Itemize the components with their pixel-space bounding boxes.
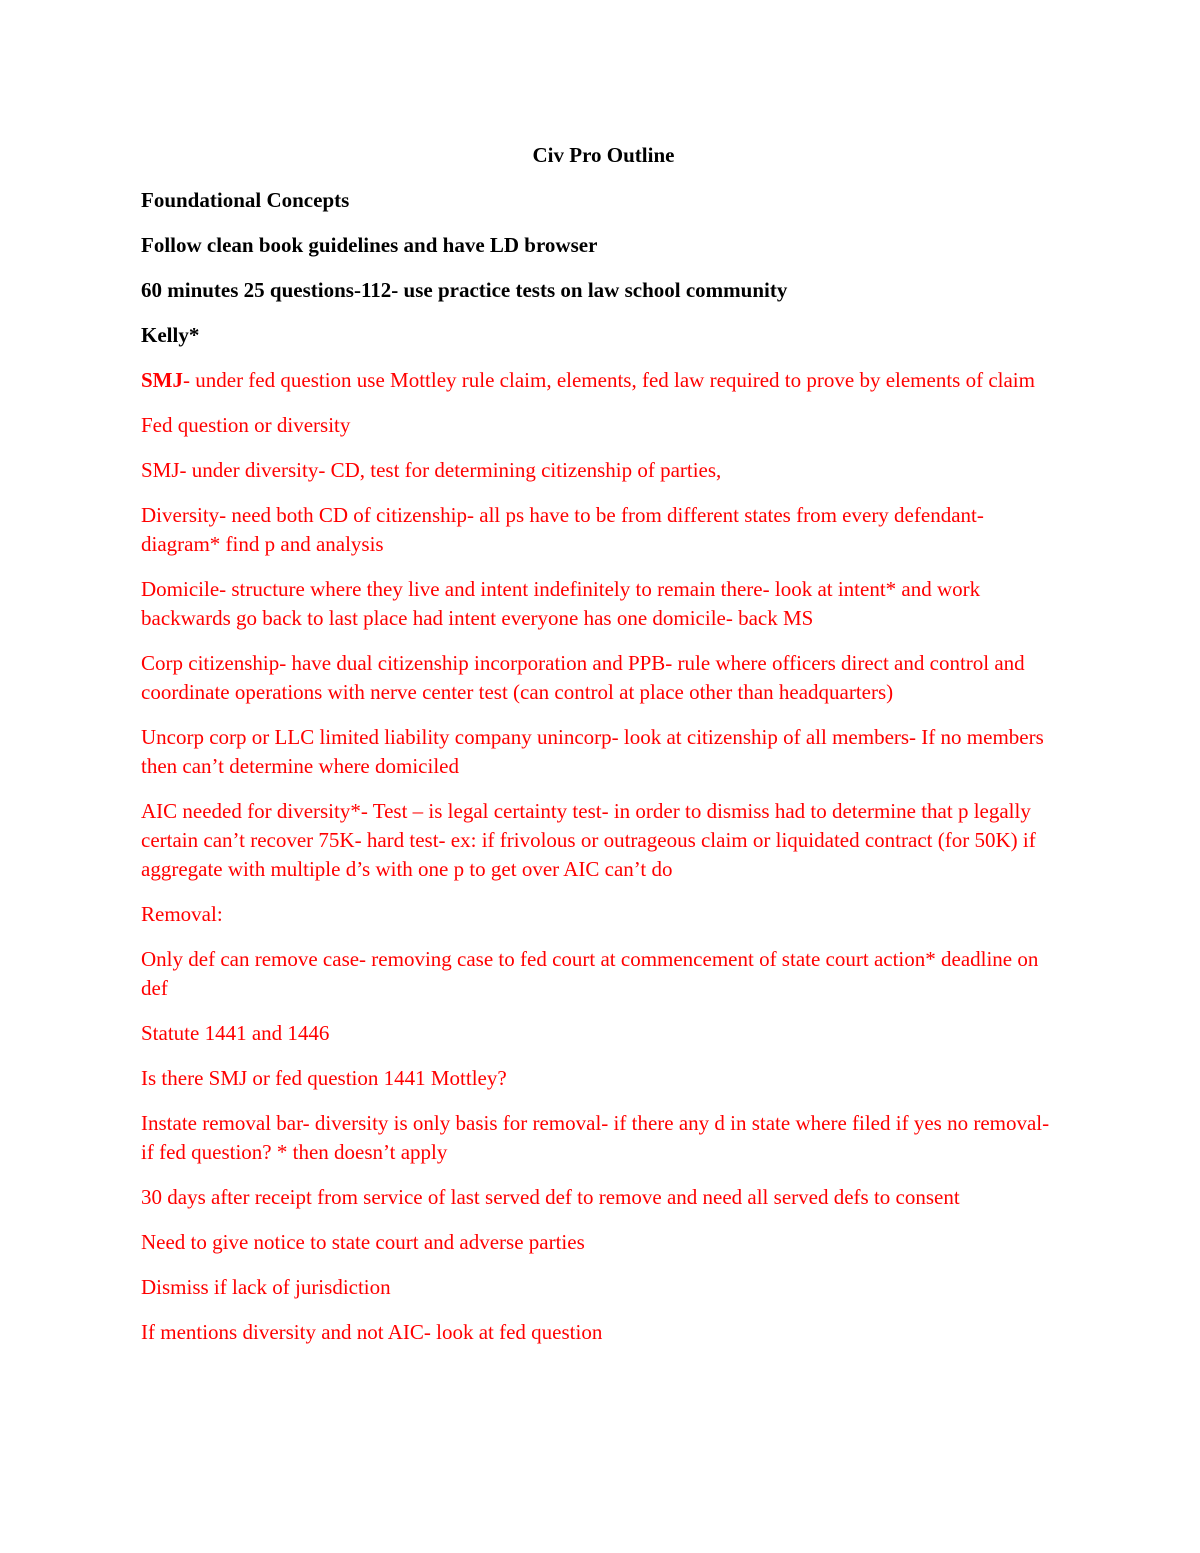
note-item: Fed question or diversity [141,413,351,437]
note-item: SMJ- under diversity- CD, test for determining citizenship of parties, [141,458,722,482]
note-item: Domicile- structure where they live and intent indefinitely to remain there- look at intent* and work backwards go back to last place had intent everyone has one domicile- back MS [141,577,981,630]
note-item: Is there SMJ or fed question 1441 Mottley? [141,1066,507,1090]
heading-clean-book: Follow clean book guidelines and have LD browser [141,233,598,257]
note-item: Uncorp corp or LLC limited liability company unincorp- look at citizenship of all members- If no members then can’t determine where domiciled [141,725,1044,778]
heading-foundational-concepts: Foundational Concepts [141,188,350,212]
document-title: Civ Pro Outline [532,143,675,167]
document-body [141,141,1066,1363]
note-item: Diversity- need both CD of citizenship- all ps have to be from different states from every defendant- diagram* find p and analysis [141,503,984,556]
heading-kelly: Kelly* [141,323,200,347]
note-item: If mentions diversity and not AIC- look at fed question [141,1320,603,1344]
note-item: Dismiss if lack of jurisdiction [141,1275,391,1299]
heading-exam-format: 60 minutes 25 questions-112- use practice tests on law school community [141,278,788,302]
note-item: Need to give notice to state court and adverse parties [141,1230,585,1254]
note-item: Removal: [141,902,223,926]
note-item: Statute 1441 and 1446 [141,1021,330,1045]
note-smj-fed-question [141,366,1066,395]
note-item: Corp citizenship- have dual citizenship incorporation and PPB- rule where officers direct and control and coordinate operations with nerve center test (can control at place other than headquarters) [141,651,1025,704]
note-item: Instate removal bar- diversity is only basis for removal- if there any d in state where filed if yes no removal- if fed question? * then doesn’t apply [141,1111,1050,1164]
note-item: Only def can remove case- removing case to fed court at commencement of state court action* deadline on def [141,947,1039,1000]
note-item: AIC needed for diversity*- Test – is legal certainty test- in order to dismiss had to determine that p legally certain can’t recover 75K- hard test- ex: if frivolous or outrageous claim or liquidated contract (for 50K) if aggregate with multiple d’s with one p to get over AIC can’t do [141,799,1036,881]
note-smj-text: - under fed question use Mottley rule claim, elements, fed law required to prove by elements of claim [183,368,1035,392]
note-item: 30 days after receipt from service of last served def to remove and need all served defs to consent [141,1185,960,1209]
term-smj: SMJ [141,368,183,392]
